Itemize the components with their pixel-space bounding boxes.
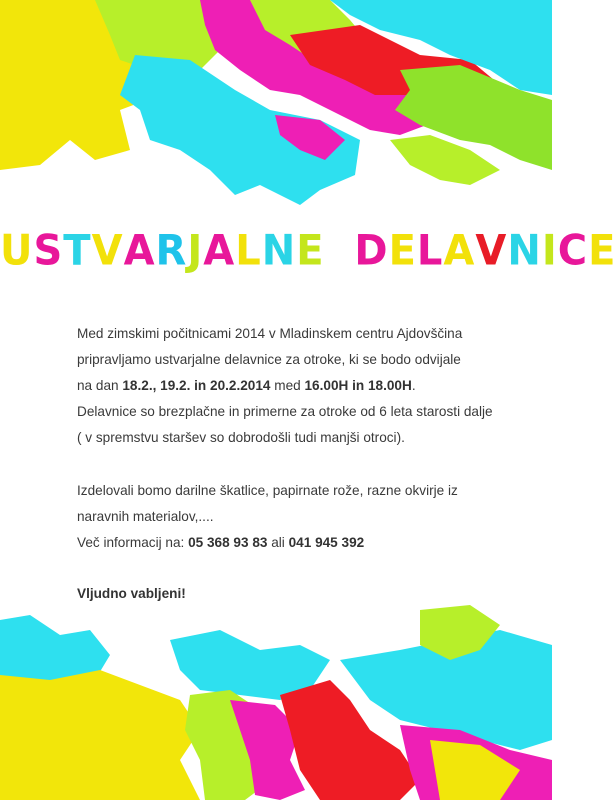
title-letter: U [0,226,34,276]
invitation-text [77,321,537,607]
title-letter: E [296,226,325,276]
text-line: Delavnice so brezplačne in primerne za otroke od 6 leta starosti dalje [77,404,493,419]
closing-line: Vljudno vabljeni! [77,586,186,601]
title-letter: T [63,226,92,276]
title-letter: A [123,226,156,276]
title-letter: D [354,226,389,276]
page-title [0,226,616,276]
text-line: Med zimskimi počitnicami 2014 v Mladinskem centru Ajdovščina [77,326,463,341]
title-letter [325,227,340,275]
text-line: naravnih materialov,.... [77,509,214,524]
title-letter: E [388,226,417,276]
text-line: Izdelovali bomo darilne škatlice, papirnate rože, razne okvirje iz [77,483,458,498]
title-letter: S [33,226,64,276]
title-letter: A [443,226,476,276]
text-line: ( v spremstvu staršev so dobrodošli tudi manjši otroci). [77,430,405,445]
title-letter: I [541,226,558,276]
yellow-paint-stroke-bottom [0,670,200,800]
title-letter: L [235,226,262,276]
workshop-time: 16.00H in 18.00H [304,378,412,393]
title-letter: R [155,226,188,276]
workshop-dates: 18.2., 19.2. in 20.2.2014 [122,378,271,393]
title-letter: A [203,226,236,276]
phone-number-1: 05 368 93 83 [188,535,268,550]
title-letter: L [416,226,444,276]
title-letter: N [507,226,542,276]
title-letter: N [261,226,297,276]
text-fragment: na dan [77,378,123,393]
text-fragment: . [411,378,416,393]
text-line-contact [77,530,537,556]
title-letter: C [557,226,589,276]
text-fragment: Več informacij na: [77,535,189,550]
top-paint-splash [0,0,552,215]
title-letter: E [588,226,616,276]
title-letter: V [91,226,124,276]
title-letter: J [187,226,204,276]
text-line-dates [77,373,537,399]
title-letter: V [475,226,508,276]
text-fragment: ali [267,535,289,550]
text-fragment: med [270,378,305,393]
text-line: pripravljamo ustvarjalne delavnice za otroke, ki se bodo odvijale [77,352,461,367]
phone-number-2: 041 945 392 [288,535,365,550]
bottom-paint-splash [0,600,552,800]
title-letter [339,227,354,275]
